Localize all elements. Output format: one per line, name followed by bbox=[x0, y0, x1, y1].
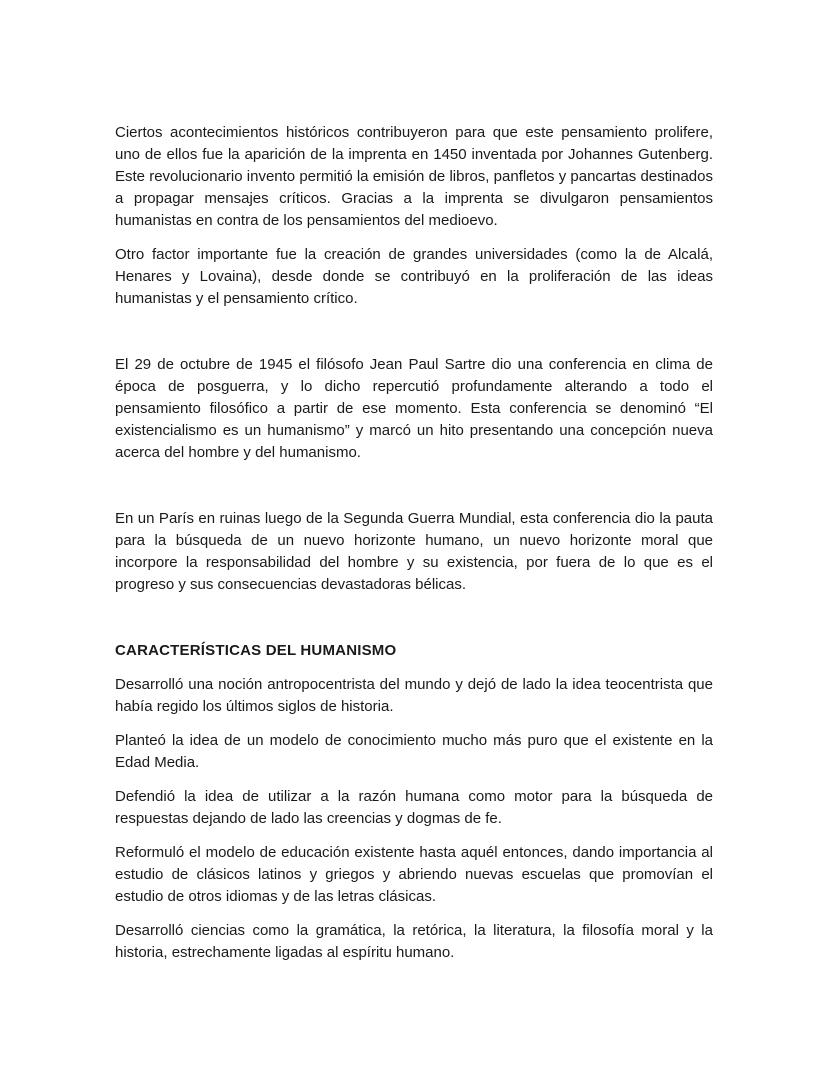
paragraph-antropocentrista: Desarrolló una noción antropocentrista del mundo y dejó de lado la idea teocentrista que había regido los últimos siglos de historia. bbox=[115, 676, 713, 715]
paragraph-universities: Otro factor importante fue la creación de grandes universidades (como la de Alcalá, Henares y Lovaina), desde donde se contribuyó en la proliferación de las ideas humanistas y el pensamiento crítico. bbox=[115, 246, 713, 307]
paragraph-modelo-educacion: Reformuló el modelo de educación existente hasta aquél entonces, dando importancia al estudio de clásicos latinos y griegos y abriendo nuevas escuelas que promovían el estudio de otros idiomas y de las letras clásicas. bbox=[115, 844, 713, 905]
paragraph-sartre-conference: El 29 de octubre de 1945 el filósofo Jean Paul Sartre dio una conferencia en clima de época de posguerra, y lo dicho repercutió profundamente alterando a todo el pensamiento filosófico a partir de ese momento. Esta conferencia se denominó “El existencialismo es un humanismo” y marcó un hito presentando una concepción nueva acerca del hombre y del humanismo. bbox=[115, 356, 713, 461]
paragraph-modelo-conocimiento: Planteó la idea de un modelo de conocimiento mucho más puro que el existente en la Edad Media. bbox=[115, 732, 713, 771]
paragraph-printing-press: Ciertos acontecimientos históricos contribuyeron para que este pensamiento prolifere, uno de ellos fue la aparición de la imprenta en 1450 inventada por Johannes Gutenberg. Este revolucionario invento permitió la emisión de libros, panfletos y pancartas destinados a propagar mensajes críticos. Gracias a la imprenta se divulgaron pensamientos humanistas en contra de los pensamientos del medioevo. bbox=[115, 124, 713, 229]
section-heading-caracteristicas: CARACTERÍSTICAS DEL HUMANISMO bbox=[115, 642, 397, 659]
paragraph-razon-humana: Defendió la idea de utilizar a la razón humana como motor para la búsqueda de respuestas dejando de lado las creencias y dogmas de fe. bbox=[115, 788, 713, 827]
paragraph-ciencias: Desarrolló ciencias como la gramática, la retórica, la literatura, la filosofía moral y la historia, estrechamente ligadas al espíritu humano. bbox=[115, 922, 713, 961]
paragraph-paris-ruins: En un París en ruinas luego de la Segunda Guerra Mundial, esta conferencia dio la pauta para la búsqueda de un nuevo horizonte humano, un nuevo horizonte moral que incorpore la responsabilidad del hombre y su existencia, por fuera de lo que es el progreso y sus consecuencias devastadoras bélicas. bbox=[115, 510, 713, 593]
